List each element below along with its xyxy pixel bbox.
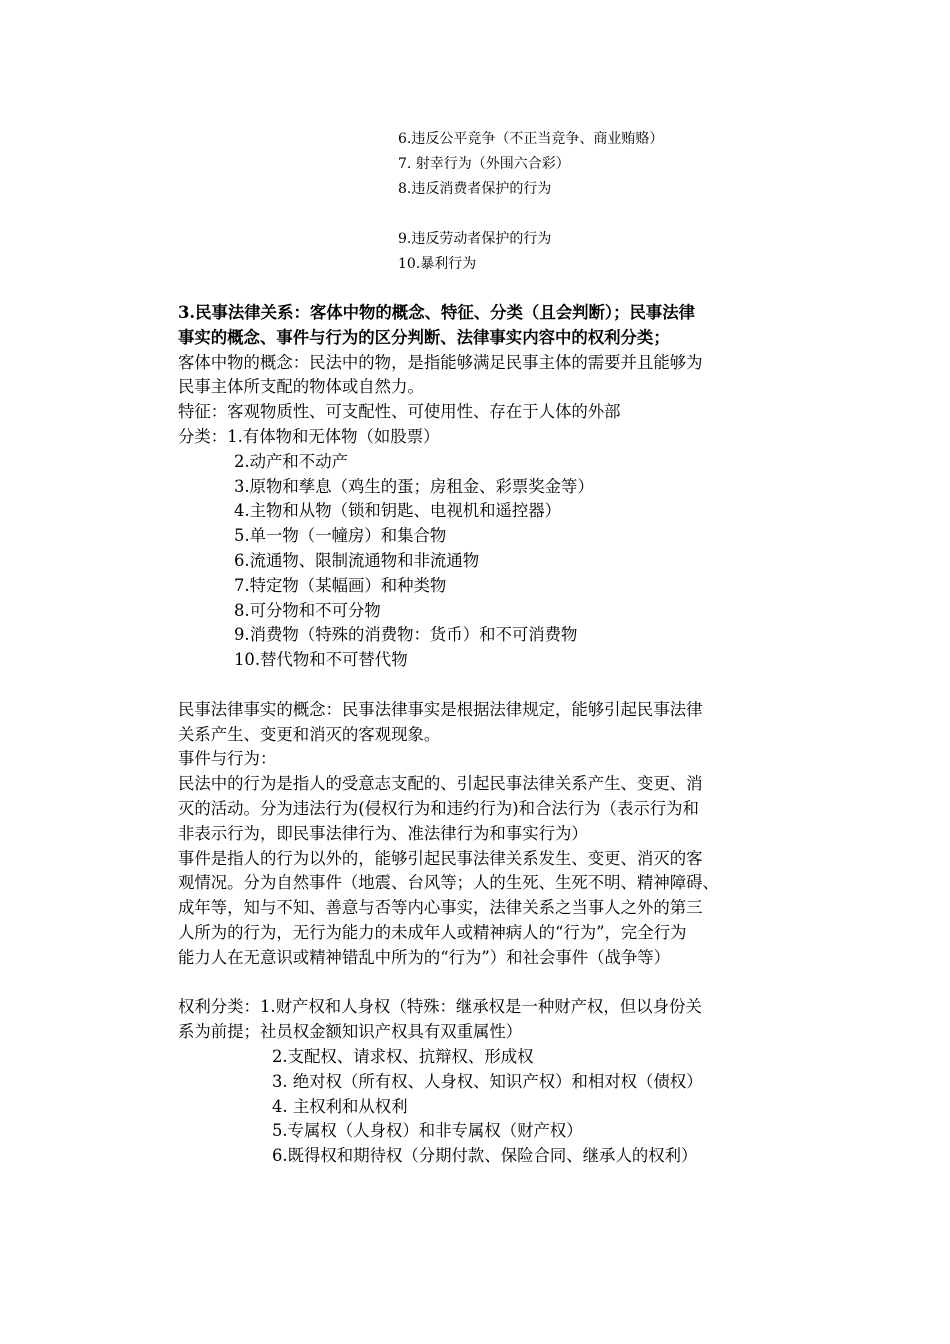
category-item: 1.有体物和无体物（如股票）: [227, 426, 440, 446]
text-line: 观情况。分为自然事件（地震、台风等；人的生死、生死不明、精神障碍、: [178, 873, 719, 893]
list-item: 8.违反消费者保护的行为: [398, 181, 552, 197]
blank-line: [178, 971, 800, 996]
civil-law-section: [178, 301, 800, 1169]
heading-line: 事实的概念、事件与行为的区分判断、法律事实内容中的权利分类；: [178, 327, 670, 347]
rights-item: 2.支配权、请求权、抗辩权、形成权: [272, 1046, 534, 1066]
text-line: 非表示行为，即民事法律行为、准法律行为和事实行为）: [178, 823, 588, 843]
object-categories: [178, 425, 800, 673]
legal-fact-concept: [178, 698, 800, 748]
category-item: 8.可分物和不可分物: [234, 600, 381, 620]
illegal-acts-list: [398, 127, 878, 277]
category-item: 5.单一物（一幢房）和集合物: [234, 526, 447, 546]
object-concept: [178, 351, 800, 401]
behavior-paragraph: [178, 772, 800, 846]
text-line: 能力人在无意识或精神错乱中所为的“行为”）和社会事件（战争等）: [178, 947, 671, 967]
text-line: 民事主体所支配的物体或自然力。: [178, 377, 424, 397]
category-item: 6.流通物、限制流通物和非流通物: [234, 550, 480, 570]
rights-item: 3. 绝对权（所有权、人身权、知识产权）和相对权（债权）: [272, 1071, 703, 1091]
blank-line: [178, 673, 800, 698]
categories-prefix: 分类：: [178, 426, 228, 446]
text-line: 民法中的行为是指人的受意志支配的、引起民事法律关系产生、变更、消: [178, 774, 703, 794]
text-line: 系为前提；社员权金额知识产权具有双重属性）: [178, 1022, 523, 1042]
category-item: 7.特定物（某幅画）和种类物: [234, 575, 447, 595]
category-item: 2.动产和不动产: [234, 451, 348, 471]
category-item: 10.替代物和不可替代物: [234, 650, 408, 670]
section-heading: [178, 301, 800, 351]
rights-item: 6.既得权和期待权（分期付款、保险合同、继承人的权利）: [272, 1146, 698, 1166]
heading-line: 3.民事法律关系：客体中物的概念、特征、分类（且会判断）；民事法律: [178, 303, 696, 322]
text-line: 成年等，知与不知、善意与否等内心事实，法律关系之当事人之外的第三: [178, 898, 703, 918]
list-item: 10.暴利行为: [398, 256, 477, 272]
object-features: 特征：客观物质性、可支配性、可使用性、存在于人体的外部: [178, 402, 621, 422]
text-line: 权利分类：1.财产权和人身权（特殊：继承权是一种财产权，但以身份关: [178, 997, 702, 1017]
event-behavior-title: 事件与行为：: [178, 749, 277, 769]
text-line: 民事法律事实的概念：民事法律事实是根据法律规定，能够引起民事法律: [178, 699, 703, 719]
event-paragraph: [178, 847, 800, 971]
list-item: 7. 射幸行为（外围六合彩）: [398, 156, 570, 172]
rights-item: 5.专属权（人身权）和非专属权（财产权）: [272, 1121, 583, 1141]
text-line: 人所为的行为，无行为能力的未成年人或精神病人的“行为”，完全行为: [178, 922, 687, 942]
text-line: 关系产生、变更和消灭的客观现象。: [178, 724, 441, 744]
category-item: 3.原物和孳息（鸡生的蛋；房租金、彩票奖金等）: [234, 476, 594, 496]
category-first-line: [178, 425, 800, 450]
blank-line: [398, 202, 878, 227]
text-line: 灭的活动。分为违法行为(侵权行为和违约行为)和合法行为（表示行为和: [178, 798, 699, 818]
text-line: 事件是指人的行为以外的，能够引起民事法律关系发生、变更、消灭的客: [178, 848, 703, 868]
category-item: 4.主物和从物（锁和钥匙、电视机和遥控器）: [234, 501, 562, 521]
rights-item: 4. 主权利和从权利: [272, 1096, 408, 1116]
list-item: 9.违反劳动者保护的行为: [398, 231, 552, 247]
list-item: 6.违反公平竞争（不正当竞争、商业贿赂）: [398, 131, 664, 147]
rights-classification: [178, 995, 800, 1169]
category-item: 9.消费物（特殊的消费物：货币）和不可消费物: [234, 625, 578, 645]
text-line: 客体中物的概念：民法中的物，是指能够满足民事主体的需要并且能够为: [178, 352, 703, 372]
